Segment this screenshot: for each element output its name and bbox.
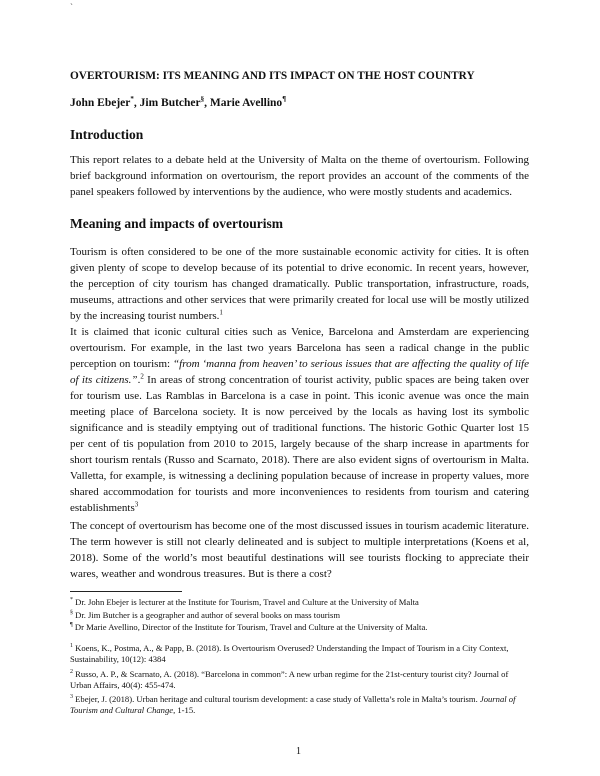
author-separator: , [204,96,210,109]
footnote-journal: Journal of Tourism and Cultural Change [70,693,516,716]
footnote-symbol: 1 [70,643,73,649]
footnote-1 [70,641,529,666]
paragraph-text: It is claimed that iconic cultural cities such as Venice, Barcelona and Amsterdam are experiencing overtourism. For example, in the last two years Barcelona has seen a radical change in the public perception on tourism: [70,326,529,370]
intro-paragraph: This report relates to a debate held at the University of Malta on the theme of overtourism. Following brief background information on overtourism, the report provides an account of the comments of the panel speakers followed by interventions by the audience, who were mostly students and academics. [70,154,529,198]
page-number: 1 [296,746,301,757]
footnote-ref-2[interactable]: 2 [140,372,144,381]
paper-title: OVERTOURISM: ITS MEANING AND ITS IMPACT ON THE HOST COUNTRY [70,70,475,82]
footnote-text: Dr. Jim Butcher is a geographer and author of several books on mass tourism [73,609,341,620]
barcelona-quote: “from ‘manna from heaven’ to serious issues that are affecting the quality of life of its citizens.” [70,358,529,386]
footnote-ref-1[interactable]: 1 [219,308,223,317]
footnote-symbol: 2 [70,669,73,675]
footnote-avellino [70,620,529,633]
author-butcher: Jim Butcher [139,96,201,109]
footnote-text: Dr. John Ebejer is lecturer at the Institute for Tourism, Travel and Culture at the University of Malta [73,596,419,607]
top-mark: ` [70,2,73,12]
footnote-text: Ebejer, J. (2018). Urban heritage and cultural tourism development: a case study of Valletta’s role in Malta’s tourism. [73,693,480,704]
paragraph-sustainability [70,244,529,324]
author-separator: , [133,96,140,109]
paragraph-iconic-cities [70,324,529,516]
paragraph-text: . [137,374,141,386]
footnote-3 [70,692,529,717]
footnote-symbol: 3 [70,694,73,700]
footnote-text: Koens, K., Postma, A., & Papp, B. (2018). Is Overtourism Overused? Understanding the Impact of Tourism in a City Context, Sustainability, 10(12): 4384 [70,642,509,665]
footnote-divider [70,591,182,592]
author-avellino-mark[interactable]: ¶ [282,95,286,103]
author-ebejer-mark[interactable]: * [130,95,134,103]
footnote-text: Dr Marie Avellino, Director of the Institute for Tourism, Travel and Culture at the University of Malta. [72,621,428,632]
paragraph-text: In areas of strong concentration of tourist activity, public spaces are being taken over for tourism use. Las Ramblas in Barcelona is a case in point. This iconic avenue was once the main meeting place of Barcelona society. It is now perceived by the locals as having lost its symbolic significance and is steadily emptying out of traditional functions. The historic Gothic Quarter lost 15 per cent of tis population from 2010 to 2015, largely because of the sharp increase in apartments for short tourism rentals (Russo and Scarnato, 2018). There are also evident signs of overtourism in Malta. Valletta, for example, is witnessing a declining population because of increase in property values, more shared accommodation for tourists and more inconveniences to residents from tourism and catering establishments [70,374,530,514]
footnote-symbol: * [70,597,73,603]
footnote-2 [70,667,529,692]
footnote-ref-3[interactable]: 3 [134,500,139,509]
author-butcher-mark[interactable]: § [200,95,205,103]
heading-introduction: Introduction [70,127,144,142]
author-avellino: Marie Avellino [209,96,283,109]
paragraph-concept: The concept of overtourism has become one of the most discussed issues in tourism academic literature. The term however is still not clearly delineated and is subject to multiple interpretations (Koens et al, 2018). Some of the world’s most beautiful destinations will see tourists flocking to appreciate their wares, weather and wondrous treasures. But is there a cost? [70,520,529,580]
author-line [70,95,286,109]
footnote-ebejer [70,595,529,608]
heading-meaning-impacts: Meaning and impacts of overtourism [70,216,283,231]
footnote-symbol: § [70,610,73,616]
footnote-text: , 1-15. [173,705,196,716]
footnote-text: Russo, A. P., & Scarnato, A. (2018). “Barcelona in common”: A new urban regime for the 21st-century tourist city? Journal of Urban Affairs, 40(4): 455-474. [70,668,509,691]
footnote-symbol: ¶ [70,622,73,628]
paragraph-text: Tourism is often considered to be one of the more sustainable economic activity for cities. It is often given plenty of scope to develop because of its potential to drive economic. In recent years, however, the perception of city tourism has changed dramatically. Public transportation, infrastructure, roads, museums, attractions and other services that were primarily created for local use will be mostly utilized by the increasing tourist numbers. [70,246,529,322]
author-ebejer: John Ebejer [70,96,131,109]
